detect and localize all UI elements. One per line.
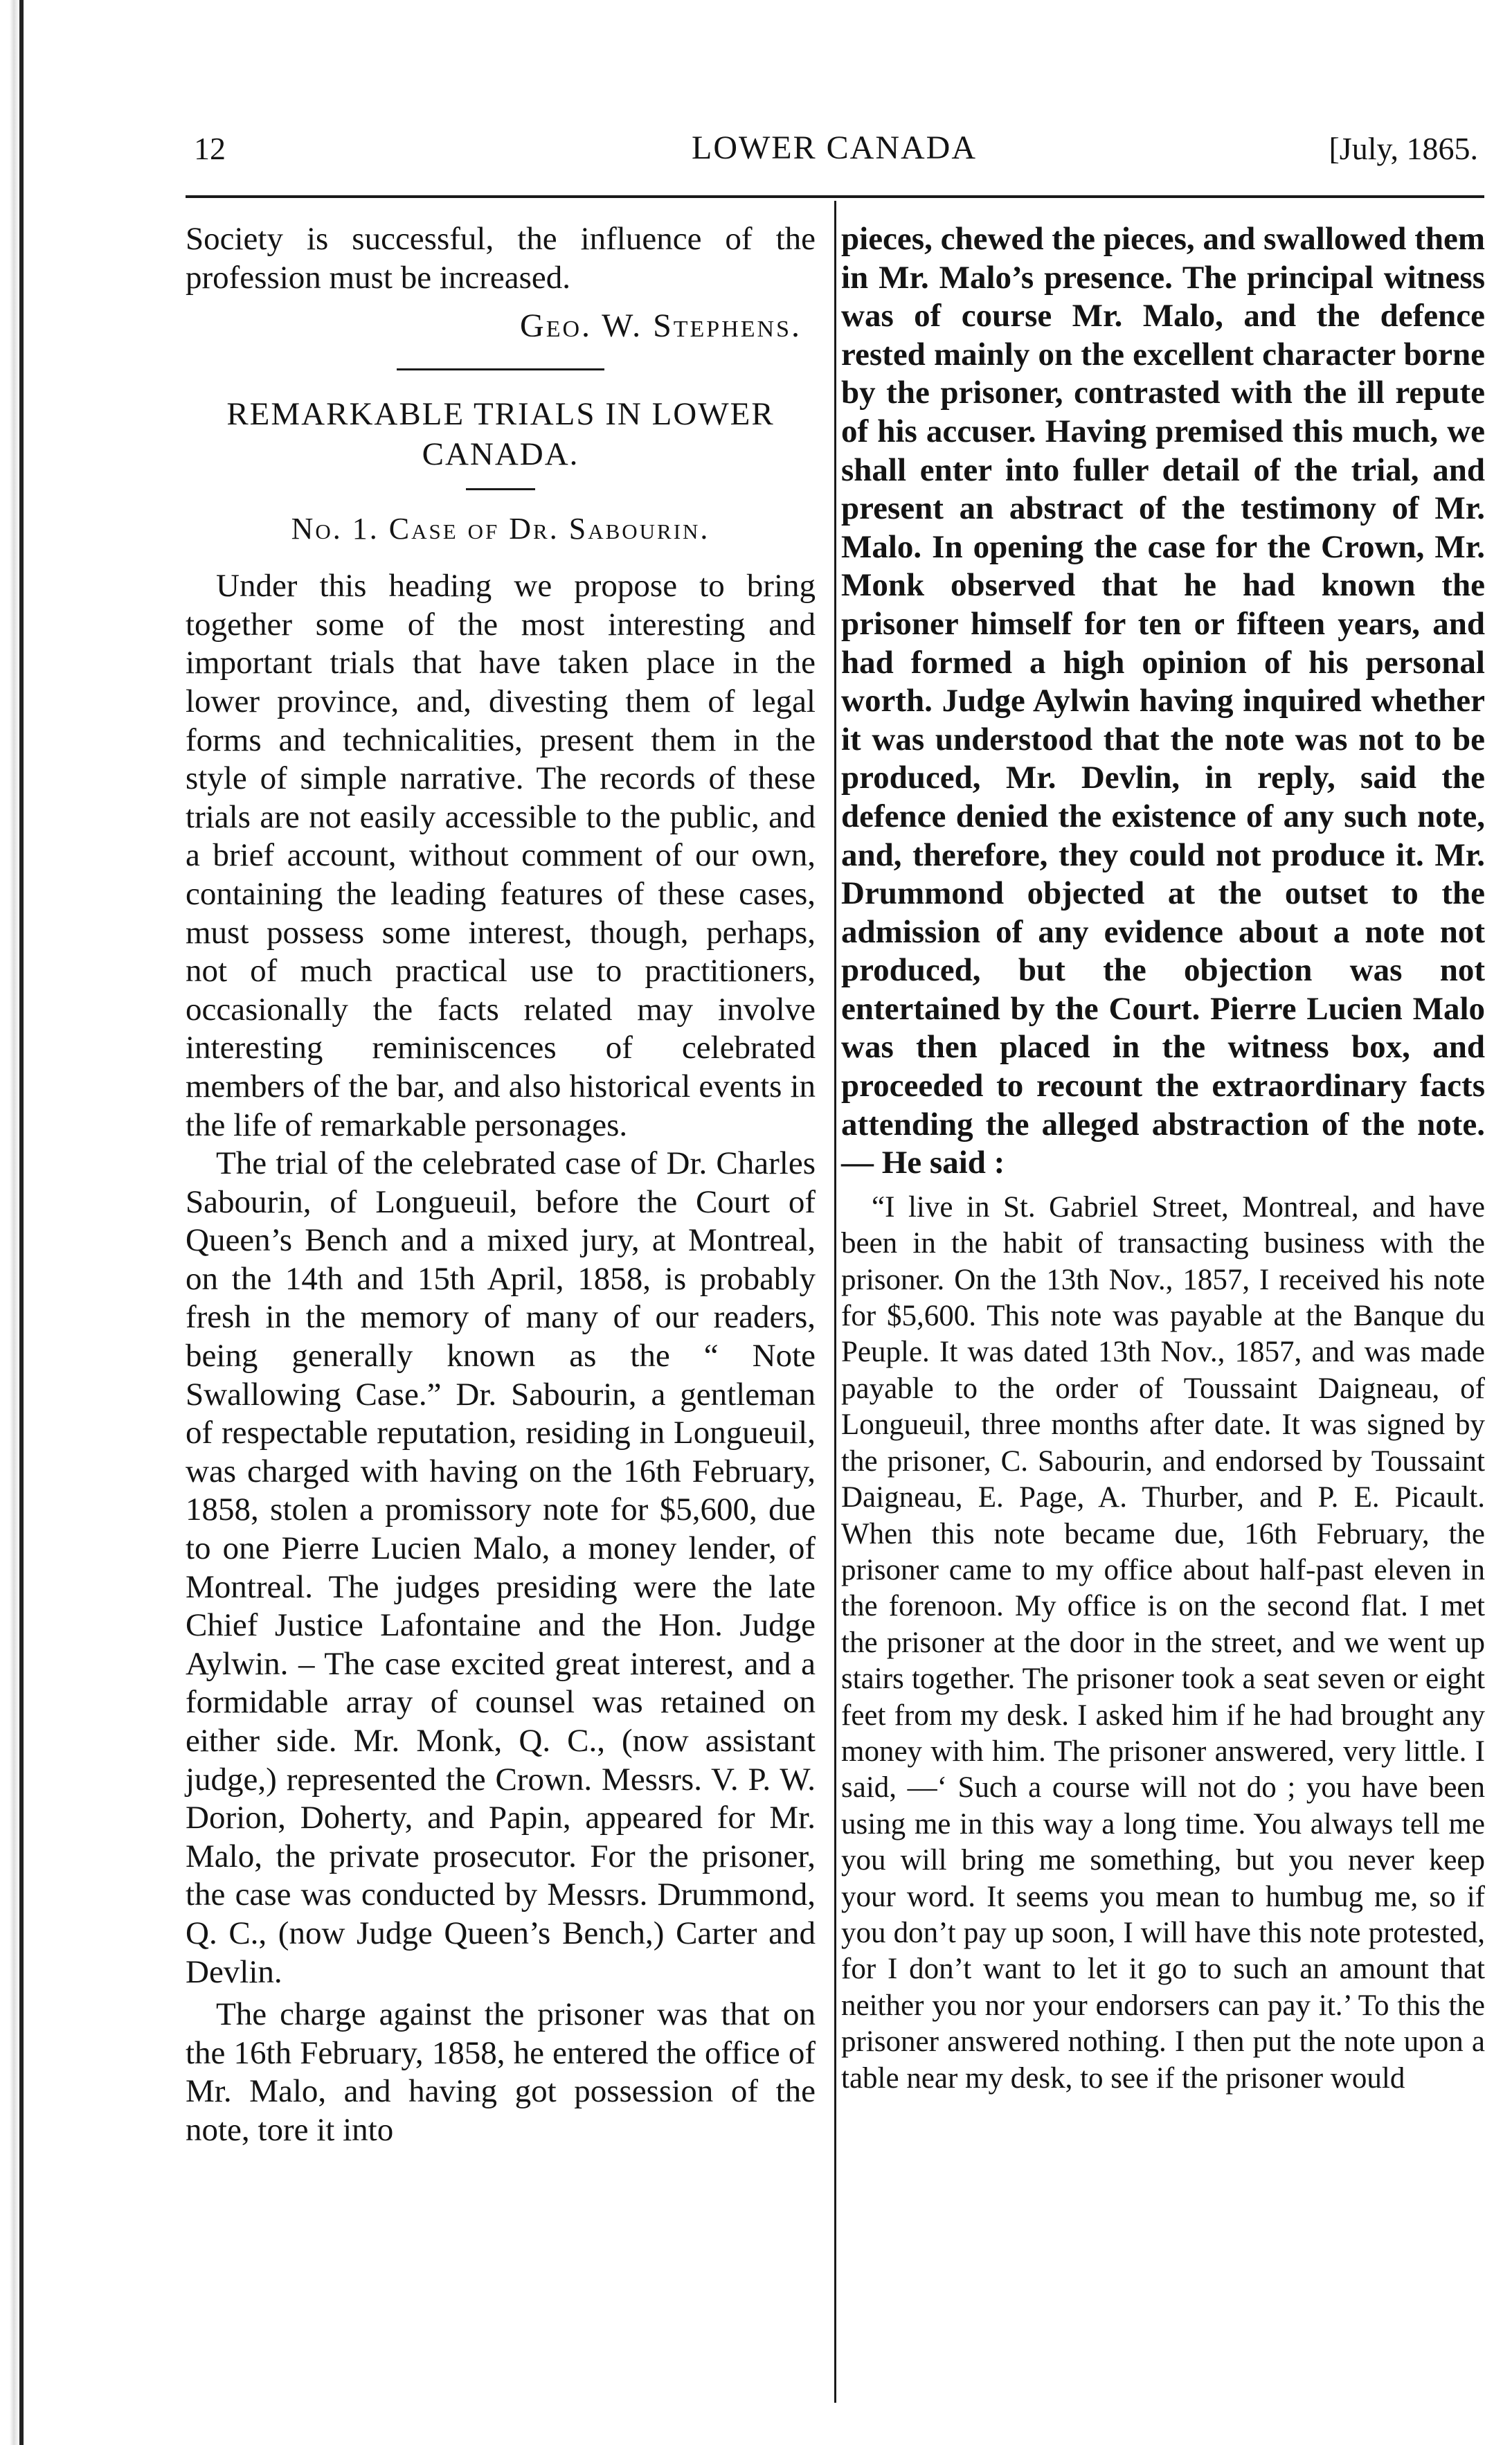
case-title: No. 1. Case of Dr. Sabourin. <box>291 512 710 546</box>
body-paragraph: pieces, chewed the pieces, and swallowed them in Mr. Malo’s presence. The principal witness was of course Mr. Malo, and the defence rested mainly on the excellent character borne by the prisoner, contrasted with the ill repute of his accuser. Having premised this much, we shall enter into fuller detail of the trial, and present an abstract of the testimony of Mr. Malo. In opening the case for the Crown, Mr. Monk observed that he had known the prisoner himself for ten or fifteen years, and had formed a high opinion of his personal worth. Judge Aylwin having inquired whether it was understood that the note was not to be produced, Mr. Devlin, in reply, said the defence denied the existence of any such note, and, therefore, they could not produce it. Mr. Drummond objected at the outset to the admission of any evidence about a note not produced, but the objection was not entertained by the Court. Pierre Lucien Malo was then placed in the witness box, and proceeded to recount the extraordinary facts attending the alleged abstraction of the note.— He said : <box>841 221 1485 1181</box>
page-number: 12 <box>194 131 226 166</box>
issue-date: [July, 1865. <box>1329 131 1478 166</box>
author-signature: Geo. W. Stephens. <box>520 307 802 345</box>
body-paragraph: The charge against the prisoner was that on the 16th February, 1858, he entered the office of Mr. Malo, and having got possession of the note, tore it into <box>186 1996 816 2148</box>
testimony-quote: “I live in St. Gabriel Street, Montreal, and have been in the habit of transacting business with the prisoner. On the 13th Nov., 1857, I received his note for $5,600. This note was payable at the Banque du Peuple. It was dated 13th Nov., 1857, and was made payable to the order of Toussaint Daigneau, of Longueuil, three months after date. It was signed by the prisoner, C. Sabourin, and endorsed by Toussaint Daigneau, E. Page, A. Thurber, and P. E. Picault. When this note became due, 16th February, the prisoner came to my office about half-past eleven in the forenoon. My office is on the second flat. I met the prisoner at the door in the street, and we went up stairs together. The prisoner took a seat seven or eight feet from my desk. I asked him if he had brought any money with him. The prisoner answered, very little. I said, —‘ Such a course will not do ; you have been using me in this way a long time. You always tell me you will bring me something, but you never keep your word. It seems you mean to humbug me, so if you don’t pay up soon, I will have this note protested, for I don’t want to let it go to such an amount that neither you nor your endorsers can pay it.’ To this the prisoner answered nothing. I then put the note upon a table near my desk, to see if the prisoner would <box>841 1190 1485 2095</box>
right-column <box>841 220 1485 2097</box>
running-header <box>190 123 1478 179</box>
title-separator <box>466 488 535 490</box>
header-rule <box>186 195 1484 198</box>
book-spine-edge <box>0 0 24 2445</box>
left-column <box>186 220 816 2150</box>
section-separator <box>397 368 604 370</box>
section-title: REMARKABLE TRIALS IN LOWER CANADA. <box>226 396 775 473</box>
column-divider <box>834 201 836 2403</box>
intro-paragraph: Society is successful, the influence of the profession must be increased. <box>186 221 816 296</box>
body-paragraph: The trial of the celebrated case of Dr. Charles Sabourin, of Longueuil, before the Court of Queen’s Bench and a mixed jury, at Montreal, on the 14th and 15th April, 1858, is probably fresh in the memory of many of our readers, being generally known as the “ Note Swallowing Case.” Dr. Sabourin, a gentleman of respectable reputation, residing in Longueuil, was charged with having on the 16th February, 1858, stolen a promissory note for $5,600, due to one Pierre Lucien Malo, a money lender, of Montreal. The judges presiding were the late Chief Justice Lafontaine and the Hon. Judge Aylwin. – The case excited great interest, and a formidable array of counsel was retained on either side. Mr. Monk, Q. C., (now assistant judge,) represented the Crown. Messrs. V. P. W. Dorion, Doherty, and Papin, appeared for Mr. Malo, the private prosecutor. For the prisoner, the case was conducted by Messrs. Drummond, Q. C., (now Judge Queen’s Bench,) Carter and Devlin. <box>186 1145 816 1990</box>
running-title: LOWER CANADA <box>692 129 977 166</box>
body-paragraph: Under this heading we propose to bring together some of the most interesting and important trials that have taken place in the lower province, and, divesting them of legal forms and technicalities, present them in the style of simple narrative. The records of these trials are not easily accessible to the public, and a brief account, without comment of our own, containing the leading features of these cases, must possess some interest, though, perhaps, not of much practical use to practitioners, occasionally the facts related may involve interesting reminiscences of celebrated members of the bar, and also historical events in the life of remarkable personages. <box>186 568 816 1143</box>
